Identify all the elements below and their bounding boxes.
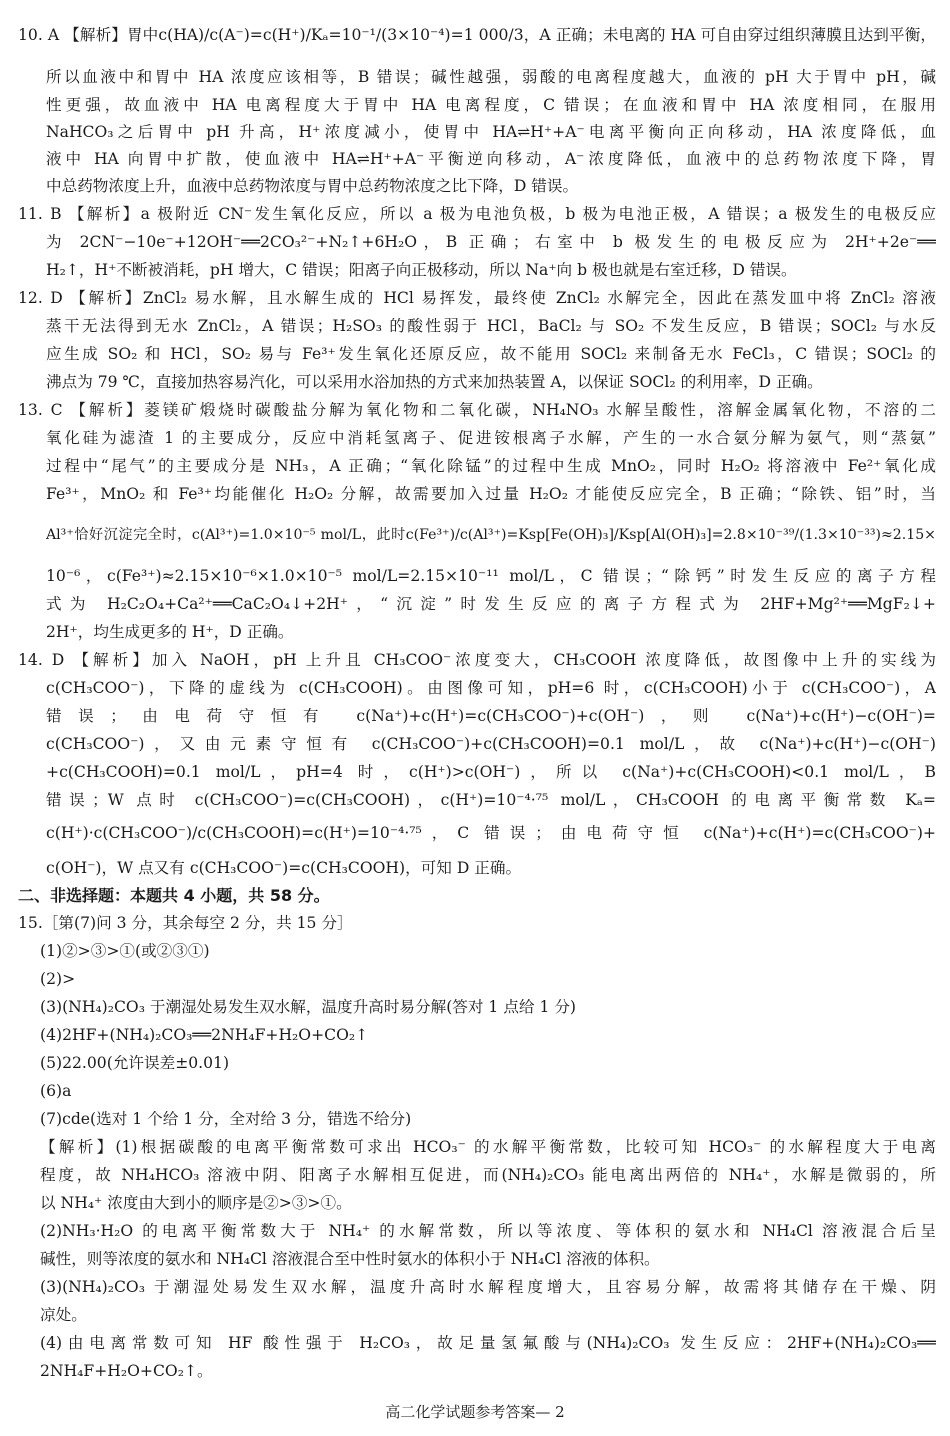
- q15-analysis-line-6: (3)(NH₄)₂CO₃ 于潮湿处易发生双水解，温度升高时水解程度增大，且容易分解，故需将其储存在干燥、阴: [40, 1278, 936, 1296]
- q15-analysis-line-9: 2NH₄F+H₂O+CO₂↑。: [40, 1362, 213, 1380]
- q10-line-5: 液中 HA 向胃中扩散，使血液中 HA⇌H⁺+A⁻平衡逆向移动，A⁻浓度降低，血液中的总药物浓度下降，胃: [46, 150, 936, 168]
- q15-answer-6: (6)a: [40, 1082, 72, 1100]
- q15-analysis-line-1: 【解析】(1)根据碳酸的电离平衡常数可求出 HCO₃⁻ 的水解平衡常数，比较可知 HCO₃⁻ 的水解程度大于电离: [40, 1138, 936, 1156]
- q15-answer-1: (1)②>③>①(或②③①): [40, 942, 210, 960]
- q13-line-7: 式为 H₂C₂O₄+Ca²⁺══CaC₂O₄↓+2H⁺，“沉淀”时发生反应的离子方程式为 2HF+Mg²⁺══MgF₂↓+: [46, 595, 936, 613]
- q15-answer-2: (2)>: [40, 970, 76, 988]
- q15-answer-5: (5)22.00(允许误差±0.01): [40, 1054, 230, 1072]
- q15-analysis-line-7: 凉处。: [40, 1306, 87, 1324]
- q10-line-1: 10. A 【解析】胃中c(HA)/c(A⁻)=c(H⁺)/Kₐ=10⁻¹/(3×10⁻⁴)=1 000/3，A 正确；未电离的 HA 可自由穿过组织薄膜且达到平衡，: [18, 26, 936, 44]
- q12-line-1: 12. D 【解析】ZnCl₂ 易水解，且水解生成的 HCl 易挥发，最终使 ZnCl₂ 水解完全，因此在蒸发皿中将 ZnCl₂ 溶液: [18, 289, 936, 307]
- q11-line-2: 为 2CN⁻−10e⁻+12OH⁻══2CO₃²⁻+N₂↑+6H₂O，B 正确；右室中 b 极发生的电极反应为 2H⁺+2e⁻══: [46, 233, 936, 251]
- q15-analysis-line-5: 碱性，则等浓度的氨水和 NH₄Cl 溶液混合至中性时氨水的体积小于 NH₄Cl 溶液的体积。: [40, 1250, 660, 1268]
- q15-answer-7: (7)cde(选对 1 个给 1 分，全对给 3 分，错选不给分): [40, 1110, 412, 1128]
- q10-line-3: 性更强，故血液中 HA 电离程度大于胃中 HA 电离程度，C 错误；在血液和胃中 HA 浓度相同，在服用: [46, 96, 936, 114]
- q14-line-2: c(CH₃COO⁻)，下降的虚线为 c(CH₃COOH)。由图像可知，pH=6 时，c(CH₃COOH)小于 c(CH₃COO⁻)，A: [46, 679, 936, 697]
- q15-analysis-line-8: (4)由电离常数可知 HF 酸性强于 H₂CO₃，故足量氢氟酸与(NH₄)₂CO₃ 发生反应：2HF+(NH₄)₂CO₃══: [40, 1334, 936, 1352]
- q15-analysis-line-3: 以 NH₄⁺ 浓度由大到小的顺序是②>③>①。: [40, 1194, 352, 1212]
- q12-line-3: 应生成 SO₂ 和 HCl，SO₂ 易与 Fe³⁺发生氧化还原反应，故不能用 SOCl₂ 来制备无水 FeCl₃，C 错误；SOCl₂ 的: [46, 345, 936, 363]
- q14-line-6: 错误；W 点时 c(CH₃COO⁻)=c(CH₃COOH)，c(H⁺)=10⁻⁴·⁷⁵ mol/L，CH₃COOH 的电离平衡常数 Kₐ=: [46, 791, 936, 809]
- q11-line-1: 11. B 【解析】a 极附近 CN⁻发生氧化反应，所以 a 极为电池负极，b 极为电池正极，A 错误；a 极发生的电极反应: [18, 205, 936, 223]
- q13-line-1: 13. C 【解析】菱镁矿煅烧时碳酸盐分解为氧化物和二氧化碳，NH₄NO₃ 水解呈酸性，溶解金属氧化物，不溶的二: [18, 401, 936, 419]
- q13-line-3: 过程中“尾气”的主要成分是 NH₃，A 正确；“氧化除锰”的过程中生成 MnO₂，同时 H₂O₂ 将溶液中 Fe²⁺氧化成: [46, 457, 936, 475]
- q14-line-8: c(OH⁻)，W 点又有 c(CH₃COO⁻)=c(CH₃COOH)，可知 D 正确。: [46, 859, 522, 877]
- q13-line-2: 氧化硅为滤渣 1 的主要成分，反应中消耗氢离子、促进铵根离子水解，产生的一水合氨分解为氨气，则“蒸氨”: [46, 429, 936, 447]
- q14-line-1: 14. D 【解析】加入 NaOH，pH 上升且 CH₃COO⁻浓度变大，CH₃COOH 浓度降低，故图像中上升的实线为: [18, 651, 936, 669]
- q14-line-7: c(H⁺)·c(CH₃COO⁻)/c(CH₃COOH)=c(H⁺)=10⁻⁴·⁷⁵，C 错误；由电荷守恒 c(Na⁺)+c(H⁺)=c(CH₃COO⁻)+: [46, 824, 936, 842]
- q10-line-4: NaHCO₃之后胃中 pH 升高，H⁺浓度减小，使胃中 HA⇌H⁺+A⁻电离平衡向正向移动，HA 浓度降低，血: [46, 123, 936, 141]
- q10-line-2: 所以血液中和胃中 HA 浓度应该相等，B 错误；碱性越强，弱酸的电离程度越大，血液的 pH 大于胃中 pH，碱: [46, 68, 936, 86]
- q15-answer-3: (3)(NH₄)₂CO₃ 于潮湿处易发生双水解，温度升高时易分解(答对 1 点给 1 分): [40, 998, 577, 1016]
- q13-line-4: Fe³⁺，MnO₂ 和 Fe³⁺均能催化 H₂O₂ 分解，故需要加入过量 H₂O₂ 才能使反应完全，B 正确；“除铁、铝”时，当: [46, 485, 936, 503]
- q13-line-5: Al³⁺恰好沉淀完全时，c(Al³⁺)=1.0×10⁻⁵ mol/L，此时c(Fe³⁺)/c(Al³⁺)=Ksp[Fe(OH)₃]/Ksp[Al(OH)₃]=2.8×10⁻³⁹/(1.3×10⁻³³)≈2.15×: [46, 527, 936, 543]
- q12-line-4: 沸点为 79 ℃，直接加热容易汽化，可以采用水浴加热的方式来加热装置 A，以保证 SOCl₂ 的利用率，D 正确。: [46, 373, 823, 391]
- page-footer: 高二化学试题参考答案— 2: [385, 1403, 565, 1421]
- q14-line-3: 错误；由电荷守恒有 c(Na⁺)+c(H⁺)=c(CH₃COO⁻)+c(OH⁻)，则 c(Na⁺)+c(H⁺)−c(OH⁻)=: [46, 707, 936, 725]
- q13-line-6: 10⁻⁶，c(Fe³⁺)≈2.15×10⁻⁶×1.0×10⁻⁵ mol/L=2.15×10⁻¹¹ mol/L，C 错误；“除钙”时发生反应的离子方程: [46, 567, 936, 585]
- section-title: 二、非选择题：本题共 4 小题，共 58 分。: [18, 886, 330, 905]
- q15-analysis-line-4: (2)NH₃·H₂O 的电离平衡常数大于 NH₄⁺ 的水解常数，所以等浓度、等体积的氨水和 NH₄Cl 溶液混合后呈: [40, 1222, 936, 1240]
- q15-answer-4: (4)2HF+(NH₄)₂CO₃══2NH₄F+H₂O+CO₂↑: [40, 1026, 369, 1044]
- q15-analysis-line-2: 程度，故 NH₄HCO₃ 溶液中阴、阳离子水解相互促进，而(NH₄)₂CO₃ 能电离出两倍的 NH₄⁺，水解是微弱的，所: [40, 1166, 936, 1184]
- q10-line-6: 中总药物浓度上升，血液中总药物浓度与胃中总药物浓度之比下降，D 错误。: [46, 177, 579, 195]
- q14-line-5: +c(CH₃COOH)=0.1 mol/L，pH=4 时，c(H⁺)>c(OH⁻)，所以 c(Na⁺)+c(CH₃COOH)<0.1 mol/L，B: [46, 763, 936, 781]
- q12-line-2: 蒸干无法得到无水 ZnCl₂，A 错误；H₂SO₃ 的酸性弱于 HCl，BaCl₂ 与 SO₂ 不发生反应，B 错误；SOCl₂ 与水反: [46, 317, 936, 335]
- q14-line-4: c(CH₃COO⁻)，又由元素守恒有 c(CH₃COO⁻)+c(CH₃COOH)=0.1 mol/L，故 c(Na⁺)+c(H⁺)−c(OH⁻): [46, 735, 936, 753]
- q11-line-3: H₂↑，H⁺不断被消耗，pH 增大，C 错误；阳离子向正极移动，所以 Na⁺向 b 极也就是右室迁移，D 错误。: [46, 261, 797, 279]
- q15-header: 15.［第(7)问 3 分，其余每空 2 分，共 15 分］: [18, 914, 353, 932]
- q13-line-8: 2H⁺，均生成更多的 H⁺，D 正确。: [46, 623, 294, 641]
